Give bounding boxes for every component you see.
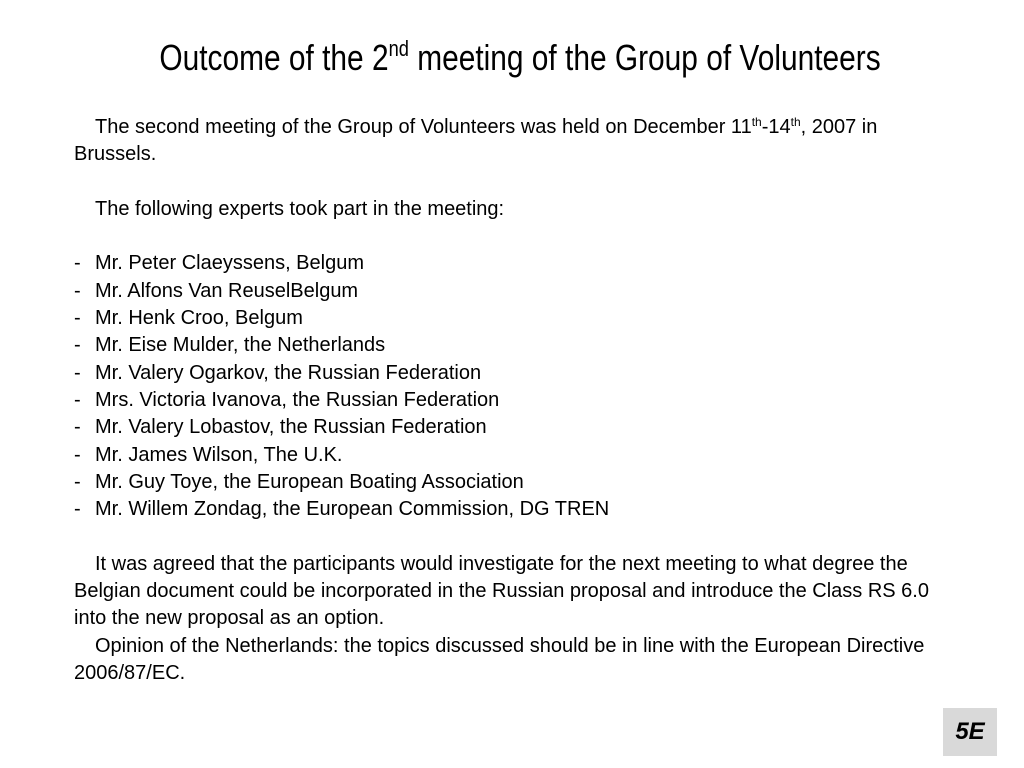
list-bullet: -	[74, 443, 81, 466]
title-text-start: Outcome of the 2	[159, 37, 389, 78]
expert-name: Mrs. Victoria Ivanova, the Russian Federation	[95, 388, 500, 411]
page-badge-label: 5E	[955, 718, 985, 745]
list-item	[74, 360, 964, 387]
list-item	[74, 332, 964, 359]
list-item	[74, 442, 964, 469]
intro-superscript-2: th	[790, 115, 801, 129]
spacer	[74, 169, 964, 196]
expert-name: Mr. James Wilson, The U.K.	[95, 443, 343, 466]
expert-name: Mr. Eise Mulder, the Netherlands	[95, 334, 386, 357]
title-text-end: meeting of the Group of Volunteers	[408, 37, 881, 78]
page-badge	[943, 708, 997, 756]
list-bullet: -	[74, 307, 81, 330]
intro-text-end: , 2007 in Brussels.	[74, 116, 878, 166]
list-item	[74, 278, 964, 305]
list-bullet: -	[74, 388, 81, 411]
agreement-paragraph: It was agreed that the participants would investigate for the next meeting to what degree the Belgian document could be incorporated in the Russian proposal and introduce the Class RS 6.0 into the new proposal as an option.	[74, 552, 929, 630]
list-bullet: -	[74, 279, 81, 302]
list-item	[74, 414, 964, 441]
list-bullet: -	[74, 334, 81, 357]
expert-name: Mr. Valery Ogarkov, the Russian Federation	[95, 361, 482, 384]
expert-name: Mr. Alfons Van ReuselBelgum	[95, 279, 359, 302]
title-superscript: nd	[388, 36, 409, 61]
intro-superscript-1: th	[751, 115, 762, 129]
spacer	[74, 523, 964, 550]
list-item	[74, 387, 964, 414]
expert-name: Mr. Willem Zondag, the European Commission, DG TREN	[95, 498, 610, 521]
list-bullet: -	[74, 361, 81, 384]
intro-paragraph	[74, 114, 964, 169]
expert-name: Mr. Guy Toye, the European Boating Association	[95, 470, 524, 493]
list-bullet: -	[74, 470, 81, 493]
experts-list	[74, 250, 964, 523]
experts-heading: The following experts took part in the meeting:	[95, 197, 505, 220]
slide-body	[74, 114, 964, 687]
intro-text-mid: -14	[761, 116, 791, 138]
list-item	[74, 305, 964, 332]
list-bullet: -	[74, 498, 81, 521]
list-bullet: -	[74, 416, 81, 439]
list-item	[74, 250, 964, 277]
list-item	[74, 496, 964, 523]
expert-name: Mr. Peter Claeyssens, Belgum	[95, 252, 364, 275]
list-item	[74, 469, 964, 496]
expert-name: Mr. Henk Croo, Belgum	[95, 307, 303, 330]
spacer	[74, 223, 964, 250]
opinion-paragraph: Opinion of the Netherlands: the topics discussed should be in line with the European Directive 2006/87/EC.	[74, 634, 925, 684]
slide-title	[88, 36, 951, 79]
expert-name: Mr. Valery Lobastov, the Russian Federation	[95, 416, 487, 439]
intro-text-start: The second meeting of the Group of Volunteers was held on December 11	[95, 116, 752, 138]
list-bullet: -	[74, 252, 81, 275]
